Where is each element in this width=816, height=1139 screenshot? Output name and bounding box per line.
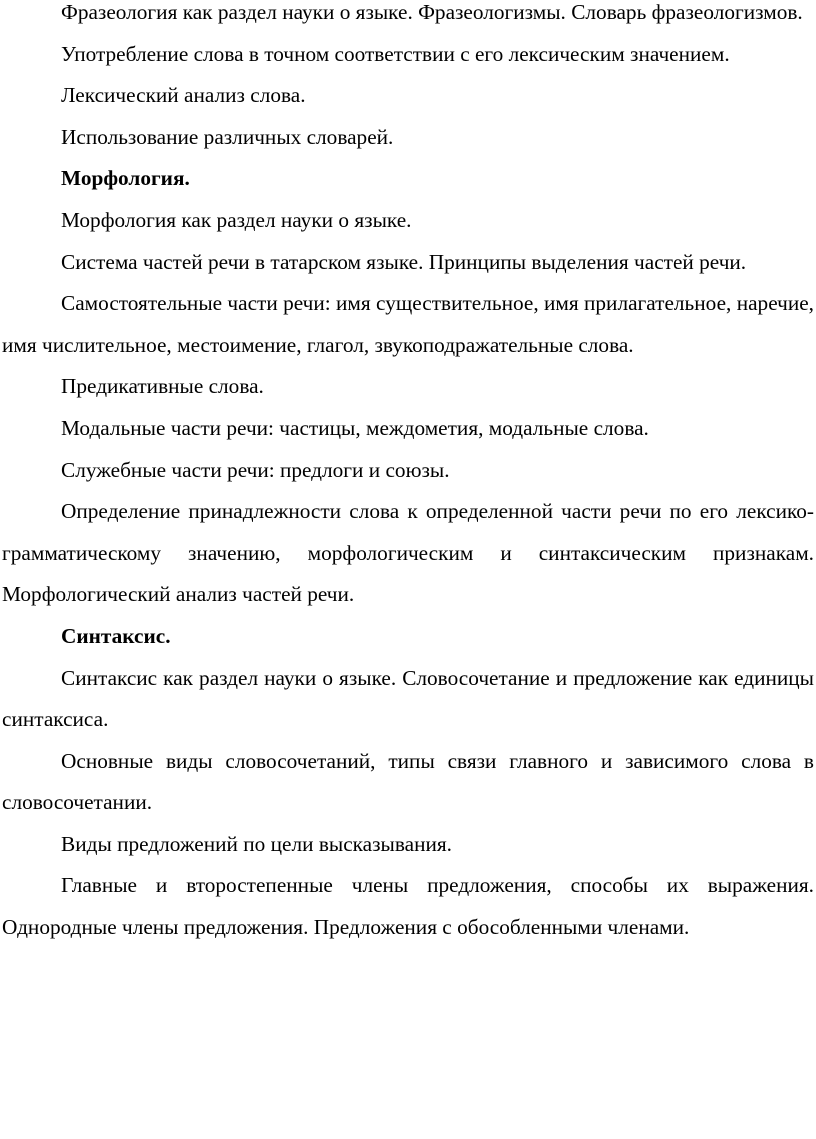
paragraph-phrase-types: Основные виды словосочетаний, типы связи главного и зависимого слова в словосочетании. (2, 748, 814, 815)
paragraph-lexical-analysis: Лексический анализ слова. (61, 83, 306, 108)
paragraph-phraseology: Фразеология как раздел науки о языке. Фразеологизмы. Словарь фразеологизмов. (61, 0, 803, 24)
paragraph-dictionaries: Использование различных словарей. (61, 124, 394, 149)
paragraph-word-usage: Употребление слова в точном соответствии с его лексическим значением. (61, 41, 730, 66)
paragraph-sentence-purpose: Виды предложений по цели высказывания. (61, 831, 452, 856)
heading-morphology: Морфология. (61, 166, 190, 191)
paragraph-predicative-words: Предикативные слова. (61, 374, 264, 399)
document-page (2, 0, 814, 949)
heading-syntax: Синтаксис. (61, 623, 171, 648)
paragraph-independent-parts: Самостоятельные части речи: имя существительное, имя прилагательное, наречие, имя числительное, местоимение, глагол, звукоподражательные слова. (2, 291, 814, 357)
paragraph-sentence-members: Главные и второстепенные члены предложения, способы их выражения. Однородные члены предложения. Предложения с обособленными членами. (2, 873, 814, 940)
paragraph-part-identification: Определение принадлежности слова к определенной части речи по его лексико-грамматическому значению, морфологическим и синтаксическим признакам. Морфологический анализ частей речи. (2, 499, 814, 607)
paragraph-parts-of-speech-system: Система частей речи в татарском языке. Принципы выделения частей речи. (61, 249, 747, 274)
paragraph-modal-parts: Модальные части речи: частицы, междометия, модальные слова. (61, 415, 649, 440)
paragraph-syntax-intro: Синтаксис как раздел науки о языке. Словосочетание и предложение как единицы синтаксиса. (2, 665, 814, 732)
paragraph-morphology-intro: Морфология как раздел науки о языке. (61, 207, 412, 232)
paragraph-auxiliary-parts: Служебные части речи: предлоги и союзы. (61, 457, 450, 482)
